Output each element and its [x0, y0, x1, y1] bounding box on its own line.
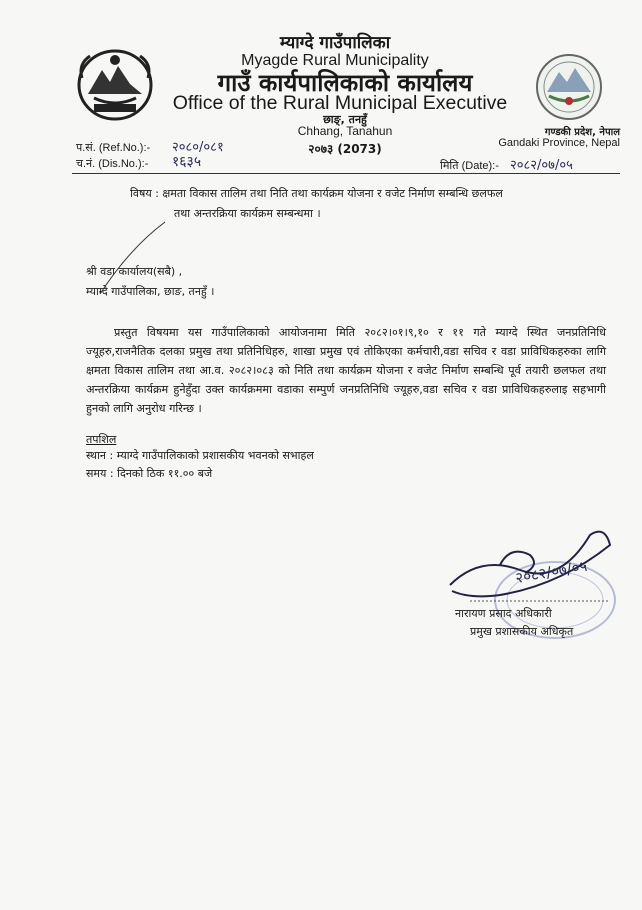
header-divider [72, 173, 620, 174]
place-nepali: छाङ्, तनहुँ [323, 113, 367, 126]
ref-no-value: २०८०/०८१ [172, 140, 224, 155]
province-english: Gandaki Province, Nepal [498, 137, 620, 149]
office-name-nepali: गाउँ कार्यपालिकाको कार्यालय [217, 69, 473, 97]
details-time: समय : दिनको ठिक ११.०० बजे [86, 467, 213, 480]
handwritten-signature-date: २०८२/०७/०५ [513, 556, 589, 588]
dis-no-label: च.नं. (Dis.No.):- [76, 158, 149, 170]
addressee-line-1: श्री वडा कार्यालय(सबै) , [86, 265, 183, 278]
place-english: Chhang, Tanahun [297, 124, 393, 138]
dis-no-value: १६३५ [172, 154, 202, 170]
office-name-english: Office of the Rural Municipal Executive [172, 92, 508, 114]
details-heading: तपशिल [86, 433, 117, 446]
details-place: स्थान : म्याग्दे गाउँपालिकाको प्रशासकीय भवनको सभाहल [86, 449, 314, 462]
addressee-line-2: म्याग्दे गाउँपालिका, छाङ, तनहुँ । [86, 285, 215, 298]
subject-line-1: विषय : क्षमता विकास तालिम तथा निति तथा कार्यक्रम योजना र वजेट निर्माण सम्बन्धि छलफल [130, 187, 503, 200]
gandaki-province-logo [533, 52, 605, 122]
date-label: मिति (Date):- [440, 160, 499, 172]
body-paragraph: प्रस्तुत विषयमा यस गाउँपालिकाको आयोजनामा मिति २०८२।०१।९,१० र ११ गते म्याग्दे स्थित जनप्रतिनिधि ज्यूहरु,राजनैतिक दलका प्रमुख तथा प्रतिनिधिहरु, शाखा प्रमुख एवं तोकिएका कर्मचारी,वडा सचिव र वडा प्राविधिकहरुका लागि क्षमता विकास तालिम तथा आ.व. २०८२।०८३ को निति तथा कार्यक्रम योजना र वजेट निर्माण सम्बन्धि पूर्व तयारी छलफल तथा अन्तरक्रिया कार्यक्रम हुनेहुँदा उक्त कार्यक्रममा वडाका सम्पुर्ण जनप्रतिनिधि ज्यूहरु,वडा सचिव र वडा प्राविधिकहरुलाइ सहभागी हुनको लागि अनुरोध गरिन्छ । [86, 326, 606, 415]
pen-stroke-mark [80, 218, 170, 298]
date-value: २०८२/०७/०५ [510, 158, 573, 173]
nepal-emblem-logo [74, 44, 156, 126]
province-nepali: गण्डकी प्रदेश, नेपाल [544, 127, 620, 138]
ref-no-label: प.सं. (Ref.No.):- [76, 142, 151, 154]
signatory-designation: प्रमुख प्रशासकीय अधिकृत [470, 625, 574, 638]
municipality-name-english: Myagde Rural Municipality [241, 52, 429, 69]
establishment-year: २०७३ (2073) [308, 142, 382, 156]
municipality-name-nepali: म्याग्दे गाउँपालिका [279, 33, 391, 53]
subject-line-2: तथा अन्तरक्रिया कार्यक्रम सम्बन्धमा । [174, 207, 321, 220]
signatory-name: नारायण प्रसाद अधिकारी [455, 607, 552, 620]
signature-scribble [440, 515, 620, 610]
